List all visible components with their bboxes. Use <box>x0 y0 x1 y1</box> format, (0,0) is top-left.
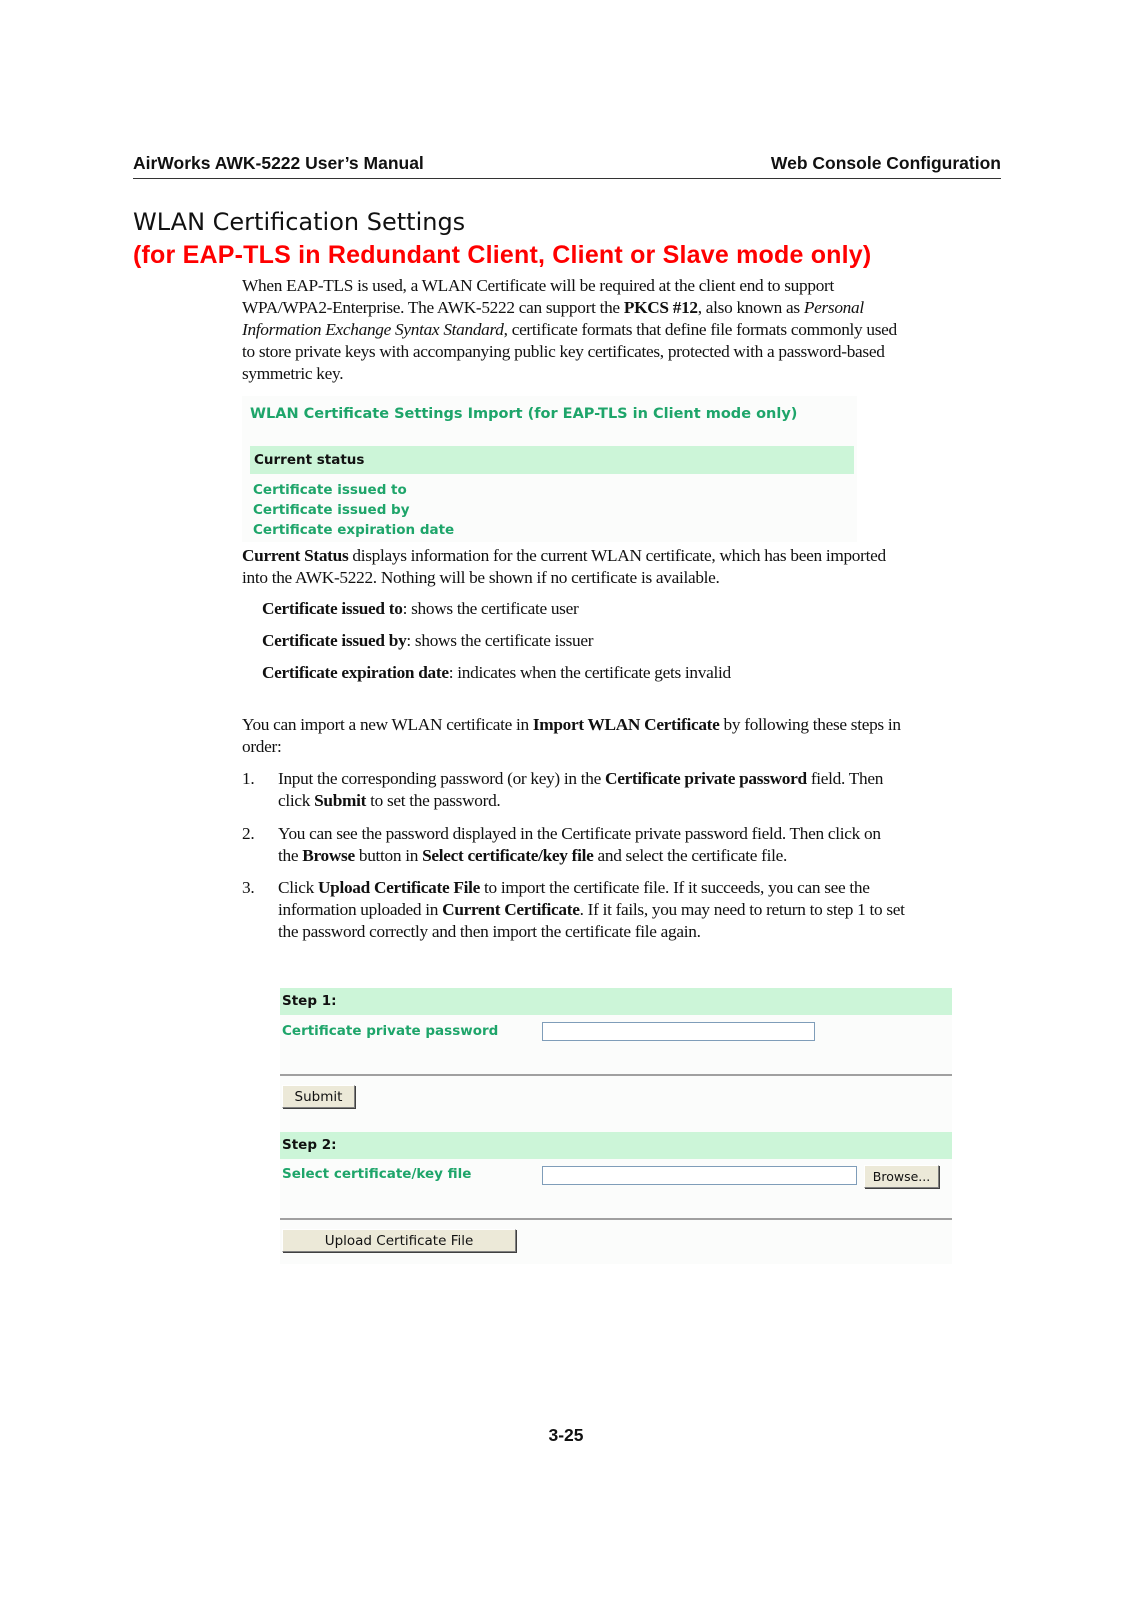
certificate-status-screenshot <box>242 396 857 542</box>
text: , also known as <box>697 298 804 317</box>
upload-certificate-button[interactable]: Upload Certificate File <box>282 1229 516 1252</box>
bullet-item <box>262 663 731 683</box>
intro-line <box>242 275 1002 297</box>
intro-line <box>242 341 1002 363</box>
section-title: WLAN Certification Settings <box>133 208 466 236</box>
step-line <box>278 823 1003 845</box>
text: : indicates when the certificate gets invalid <box>448 663 731 682</box>
current-status-label: Current status <box>254 452 365 468</box>
text: into the AWK-5222. Nothing will be shown if no certificate is available. <box>242 568 720 587</box>
section-subtitle: (for EAP-TLS in Redundant Client, Client or Slave mode only) <box>133 241 872 269</box>
text: the password correctly and then import the certificate file again. <box>278 922 701 941</box>
text: . If it fails, you may need to return to step 1 to set <box>579 900 905 919</box>
step-line <box>278 768 1003 790</box>
text: You can import a new WLAN certificate in <box>242 715 533 734</box>
password-input[interactable] <box>542 1022 815 1041</box>
screenshot-title: WLAN Certificate Settings Import (for EAP-TLS in Client mode only) <box>250 406 798 422</box>
file-label: Select certificate/key file <box>282 1166 472 1182</box>
import-intro <box>242 714 1002 758</box>
page-number: 3-25 <box>548 1425 584 1445</box>
bold-term: Certificate issued to <box>262 599 403 618</box>
italic-term: Information Exchange Syntax Standard <box>242 320 504 339</box>
import-line <box>242 714 1002 736</box>
text: click <box>278 791 315 810</box>
text: , certificate formats that define file formats commonly used <box>503 320 897 339</box>
step-text <box>278 877 1003 943</box>
bold-term: PKCS #12 <box>623 298 698 317</box>
step-text <box>278 768 1003 812</box>
bold-term: Submit <box>314 791 367 810</box>
step-number: 3. <box>242 878 255 897</box>
text: Click <box>278 878 318 897</box>
bold-term: Import WLAN Certificate <box>532 715 720 734</box>
intro-line <box>242 319 1002 341</box>
step2-label: Step 2: <box>282 1137 337 1153</box>
text: You can see the password displayed in the Certificate private password field. Then click on <box>278 824 881 843</box>
bullet-item <box>262 631 593 651</box>
bold-term: Select certificate/key file <box>422 846 594 865</box>
intro-line <box>242 363 1002 385</box>
manual-title: AirWorks AWK-5222 User’s Manual <box>133 153 424 173</box>
cert-issued-to-label: Certificate issued to <box>253 482 407 498</box>
step-line <box>278 790 1003 812</box>
text: to import the certificate file. If it succeeds, you can see the <box>480 878 870 897</box>
browse-button[interactable]: Browse... <box>864 1165 939 1188</box>
certificate-import-screenshot <box>280 988 952 1264</box>
text: button in <box>354 846 423 865</box>
divider <box>280 1218 952 1220</box>
step-number: 2. <box>242 824 255 843</box>
text: field. Then <box>806 769 884 788</box>
italic-term: Personal <box>803 298 864 317</box>
password-label: Certificate private password <box>282 1023 499 1039</box>
bold-term: Certificate expiration date <box>262 663 449 682</box>
status-line <box>242 567 1002 589</box>
current-status-bar <box>250 446 854 474</box>
submit-button[interactable]: Submit <box>282 1085 355 1108</box>
cert-issued-by-label: Certificate issued by <box>253 502 410 518</box>
text: : shows the certificate user <box>402 599 579 618</box>
bold-term: Certificate private password <box>605 769 807 788</box>
step-line <box>278 845 1003 867</box>
text: the <box>278 846 303 865</box>
cert-expiration-label: Certificate expiration date <box>253 522 455 538</box>
text: : shows the certificate issuer <box>406 631 594 650</box>
step-line <box>278 921 1003 943</box>
divider <box>280 1074 952 1076</box>
text: by following these steps in <box>719 715 901 734</box>
bold-term: Certificate issued by <box>262 631 407 650</box>
step2-bar <box>280 1132 952 1159</box>
file-path-input[interactable] <box>542 1166 857 1185</box>
bold-term: Current Certificate <box>442 900 580 919</box>
status-line <box>242 545 1002 567</box>
bullet-item <box>262 599 578 619</box>
text: to set the password. <box>366 791 501 810</box>
text: displays information for the current WLAN certificate, which has been imported <box>348 546 886 565</box>
text: and select the certificate file. <box>593 846 787 865</box>
text: to store private keys with accompanying public key certificates, protected with a password-based <box>242 342 885 361</box>
step-line <box>278 877 1003 899</box>
intro-line <box>242 297 1002 319</box>
text: Input the corresponding password (or key) in the <box>278 769 606 788</box>
intro-paragraph <box>242 275 1002 385</box>
status-description <box>242 545 1002 589</box>
import-line <box>242 736 1002 758</box>
text: information uploaded in <box>278 900 443 919</box>
step-number: 1. <box>242 769 255 788</box>
bold-term: Upload Certificate File <box>317 878 480 897</box>
text: WPA/WPA2-Enterprise. The AWK-5222 can support the <box>242 298 624 317</box>
text: When EAP-TLS is used, a WLAN Certificate will be required at the client end to support <box>242 276 834 295</box>
step1-label: Step 1: <box>282 993 337 1009</box>
step1-bar <box>280 988 952 1015</box>
bold-term: Current Status <box>242 546 349 565</box>
text: symmetric key. <box>242 364 344 383</box>
step-line <box>278 899 1003 921</box>
text: order: <box>242 737 282 756</box>
bold-term: Browse <box>302 846 355 865</box>
page-header <box>133 153 1001 179</box>
chapter-title: Web Console Configuration <box>770 153 1001 173</box>
step-text <box>278 823 1003 867</box>
